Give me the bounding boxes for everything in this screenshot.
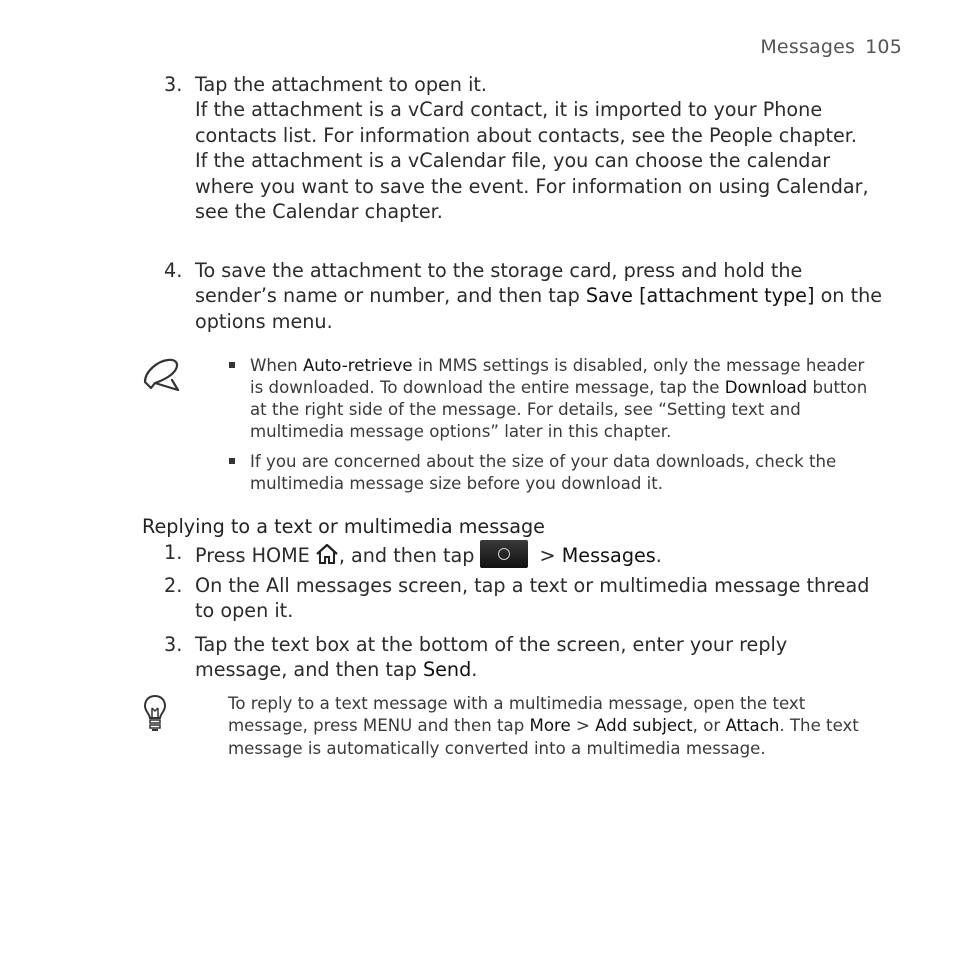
step-text: Tap the text box at the bottom of the screen, enter your reply message, and then tap <box>195 633 788 682</box>
section-name: Messages <box>760 36 856 58</box>
ui-term-messages: Messages <box>561 544 656 567</box>
step-number: 3. <box>164 73 183 96</box>
step-text: , and then tap <box>338 544 475 567</box>
lightbulb-icon <box>143 694 167 734</box>
all-apps-icon <box>480 540 528 568</box>
tip-text: , or <box>692 716 726 736</box>
ui-term-add-subject: Add subject <box>595 716 693 736</box>
tip-text: To reply to a text message with a multimedia message, open the text message, press MENU and then tap <box>228 694 806 736</box>
note-bullet <box>228 451 878 495</box>
section-heading: Replying to a text or multimedia message <box>142 515 545 538</box>
step-4-save-attachment <box>164 258 884 334</box>
ui-term-attach: Attach <box>725 716 780 736</box>
note-text: When <box>250 356 303 375</box>
home-icon <box>315 543 339 565</box>
step-3-open-attachment <box>164 72 884 224</box>
step-number: 2. <box>164 574 183 597</box>
step-number: 1. <box>164 541 183 564</box>
step-number: 3. <box>164 633 183 656</box>
page-number: 105 <box>865 36 902 58</box>
ui-term-more: More <box>529 716 571 736</box>
step-text-vcard: If the attachment is a vCard contact, it is imported to your Phone contacts list. For information about contacts, see the People chapter. <box>195 98 857 147</box>
step-text: On the All messages screen, tap a text or multimedia message thread to open it. <box>195 574 870 623</box>
note-pen-icon <box>142 357 182 393</box>
tip-block <box>228 693 878 760</box>
note-bullet <box>228 355 878 443</box>
step-text: on the options menu. <box>195 284 883 333</box>
page-header <box>760 36 902 58</box>
step-2-open-thread <box>164 573 884 624</box>
note-text: in MMS settings is disabled, only the message header is downloaded. To download the entire message, tap the <box>250 356 865 397</box>
step-text: To save the attachment to the storage card, press and hold the sender’s name or number, and then tap <box>195 259 803 308</box>
step-text: > <box>533 544 562 567</box>
tip-text: > <box>570 716 596 736</box>
step-3-reply <box>164 632 884 683</box>
step-number: 4. <box>164 259 183 282</box>
ui-term-send: Send <box>422 658 472 682</box>
ui-term-auto-retrieve: Auto-retrieve <box>302 356 413 375</box>
note-text: button at the right side of the message. For details, see “Setting text and multimedia message options” later in this chapter. <box>250 378 868 441</box>
tip-text: . The text message is automatically converted into a multimedia message. <box>228 716 859 758</box>
step-text: Press HOME <box>195 544 310 567</box>
ui-term-download: Download <box>724 378 808 397</box>
step-text: Tap the attachment to open it. <box>195 73 488 96</box>
step-text-vcalendar: If the attachment is a vCalendar file, you can choose the calendar where you want to save the event. For information on using Calendar, see the Calendar chapter. <box>195 149 869 224</box>
bullet-square <box>229 362 235 368</box>
all-apps-dot <box>498 548 510 560</box>
bullet-square <box>229 458 235 464</box>
step-text: . <box>471 658 478 682</box>
note-text: If you are concerned about the size of your data downloads, check the multimedia message size before you download it. <box>250 452 837 493</box>
note-block <box>228 355 878 495</box>
step-text: . <box>655 544 662 567</box>
ui-term-save-attachment: Save [attachment type] <box>585 284 815 308</box>
step-1-open-messages <box>164 540 884 568</box>
